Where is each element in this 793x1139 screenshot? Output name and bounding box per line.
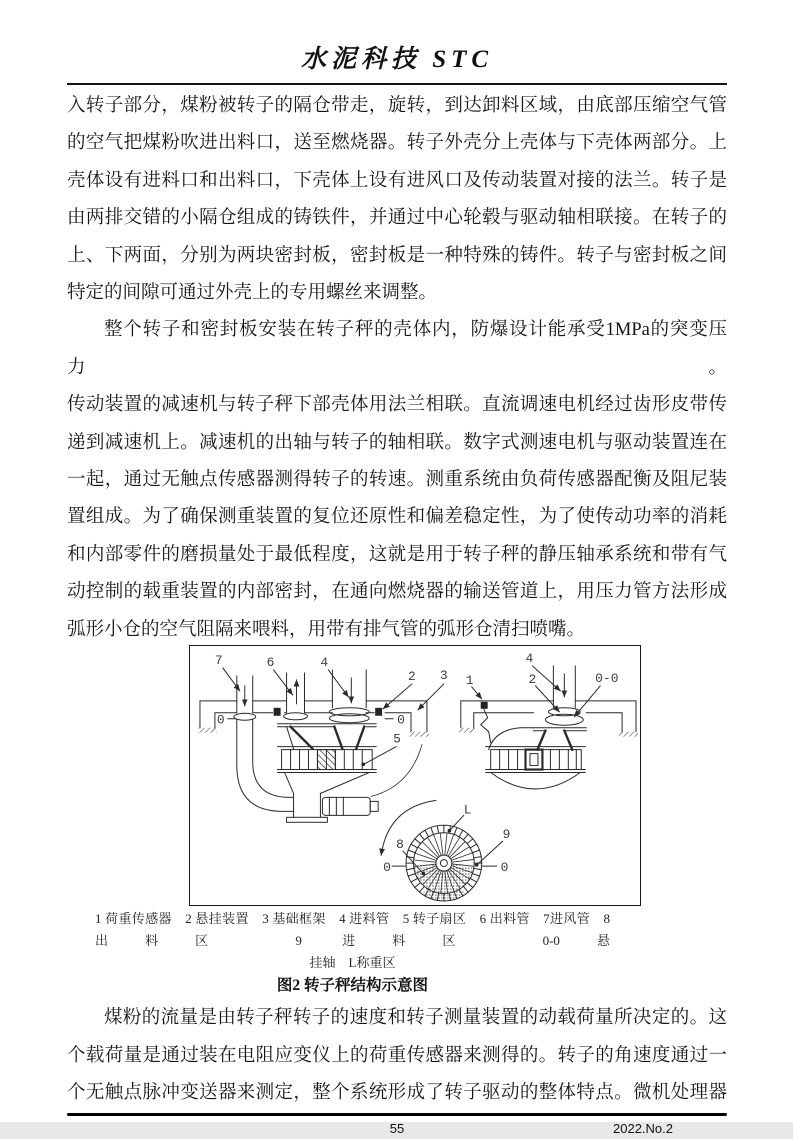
footer-rule: [67, 1113, 727, 1116]
outlet-pipe: [287, 673, 305, 713]
suspension-block: [274, 708, 281, 716]
figure-label-4: 4: [320, 655, 329, 671]
section-mark-0: 0: [500, 860, 509, 876]
figure-label-5: 5: [393, 731, 401, 747]
article-body: [67, 88, 727, 649]
rotor-scale-technical-drawing: [190, 646, 640, 905]
text-line: 个无触点脉冲变送器来测定，整个系统形成了转子驱动的整体特点。微机处理器: [67, 1082, 727, 1103]
text-line: 个载荷量是通过装在电阻应变仪上的荷重传感器来测得的。转子的角速度通过一: [67, 1045, 727, 1066]
figure-label-L: L: [463, 802, 472, 818]
section-mark-0-0: 0-0: [595, 671, 619, 687]
load-sensor-block: [481, 702, 488, 709]
text-line: 动控制的载重装置的内部密封，在通向燃烧器的输送管道上，用压力管方法形成: [67, 582, 727, 603]
figure-caption-line2: 挂轴 L称重区: [309, 955, 396, 971]
issue-number: 2022.No.2: [613, 1121, 673, 1137]
text-line: 整个转子和密封板安装在转子秤的壳体内，防爆设计能承受1MPa的突变压力。: [67, 320, 727, 378]
feed-pipe: [332, 670, 366, 708]
text-line: 的空气把煤粉吹进出料口，送至燃烧器。转子外壳分上壳体与下壳体两部分。上: [67, 133, 727, 154]
page-number: 55: [389, 1121, 405, 1137]
text-line: 壳体设有进料口和出料口，下壳体上设有进风口及传动装置对接的法兰。转子是: [67, 170, 727, 191]
page-footer: [67, 1119, 727, 1139]
figure-label-1: 1: [465, 673, 474, 689]
figure-label-2: 2: [408, 669, 416, 685]
text-line: 特定的间隙可通过外壳上的专用螺丝来调整。: [67, 283, 438, 304]
left-section-view: [198, 653, 448, 822]
text-line: 传动装置的减速机与转子秤下部壳体用法兰相联。直流调速电机经过齿形皮带传: [67, 395, 727, 416]
suspension-block: [375, 708, 382, 716]
text-line: 上、下两面，分别为两块密封板，密封板是一种特殊的铸件。转子与密封板之间: [67, 245, 727, 266]
figure-label-7: 7: [214, 653, 223, 669]
figure-label-3: 3: [439, 668, 448, 684]
paragraph-2: [67, 312, 727, 649]
figure-label-4: 4: [525, 651, 534, 667]
paragraph-1: [67, 88, 727, 312]
rotor-wheel-section-view: [381, 800, 510, 901]
text-line: 递到减速机上。减速机的出轴与转子的轴相联。数字式测速电机与驱动装置连在: [67, 432, 727, 453]
journal-header: [67, 0, 727, 75]
text-line: 一起，通过无触点传感器测得转子的转速。测重系统由负荷传感器配衡及阻尼装: [67, 470, 727, 491]
section-mark-0: 0: [216, 712, 225, 728]
right-section-view: [459, 651, 638, 789]
figure-caption: [95, 908, 610, 997]
figure-2-rotor-scale-diagram: [189, 645, 641, 906]
paragraph-3: [67, 1000, 727, 1112]
header-rule: [67, 83, 727, 85]
section-mark-0: 0: [397, 712, 405, 728]
text-line: 入转子部分，煤粉被转子的隔仓带走，旋转，到达卸料区域，由底部压缩空气管: [67, 96, 727, 116]
figure-caption-line1: 1 荷重传感器 2 悬挂装置 3 基础框架 4 进料管 5 转子扇区 6 出料管 7进风管 8 出料区 9 进料区 0-0悬: [95, 911, 610, 949]
text-line: 由两排交错的小隔仓组成的铸铁件，并通过中心轮毂与驱动轴相联接。在转子的: [67, 208, 727, 229]
figure-label-8: 8: [396, 837, 404, 853]
figure-label-6: 6: [266, 655, 275, 671]
sector-hatched-cell: [317, 750, 335, 770]
text-line: 置组成。为了确保测重装置的复位还原性和偏差稳定性，为了使传动功率的消耗: [67, 507, 727, 528]
text-line: 弧形小仓的空气阻隔来喂料，用带有排气管的弧形仓清扫喷嘴。: [67, 619, 586, 640]
text-line: 煤粉的流量是由转子秤转子的速度和转子测量装置的动载荷量所决定的。这: [104, 1008, 727, 1029]
journal-title: 水泥科技 STC: [300, 46, 494, 73]
text-line: 和内部零件的磨损量处于最低程度，这就是用于转子秤的静压轴承系统和带有气: [67, 544, 727, 565]
figure-label-2: 2: [528, 672, 537, 688]
figure-label-9: 9: [502, 827, 511, 843]
figure-title: 图2 转子秤结构示意图: [276, 977, 429, 995]
section-mark-0: 0: [383, 860, 391, 876]
